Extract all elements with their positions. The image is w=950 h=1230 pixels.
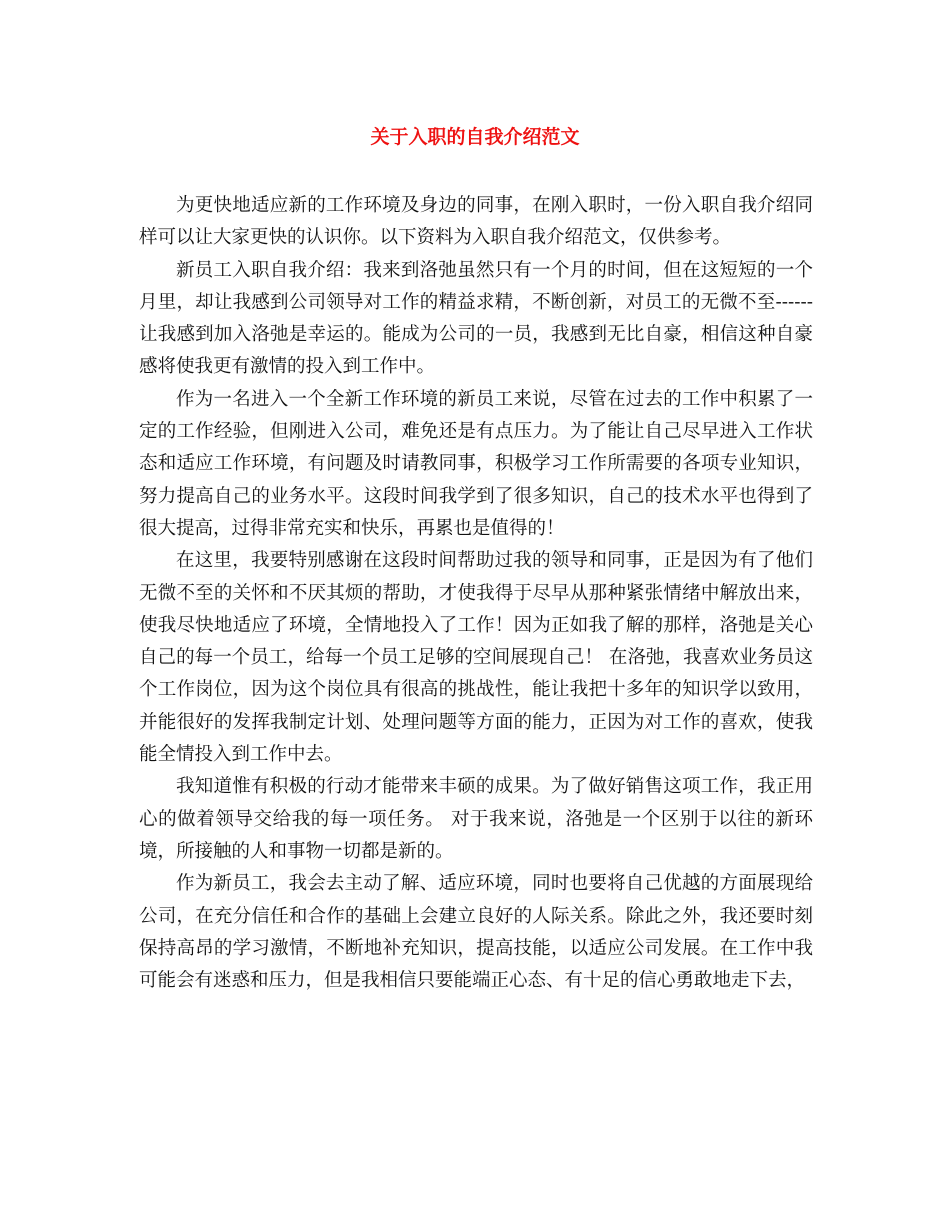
paragraph: 为更快地适应新的工作环境及身边的同事，在刚入职时，一份入职自我介绍同样可以让大家更快的认识你。以下资料为入职自我介绍范文，仅供参考。 — [139, 195, 813, 249]
paragraph: 新员工入职自我介绍：我来到洛弛虽然只有一个月的时间，但在这短短的一个月里，却让我感到公司领导对工作的精益求精，不断创新，对员工的无微不至------让我感到加入洛弛是幸运的。能成为公司的一员，我感到无比自豪，相信这种自豪感将使我更有激情的投入到工作中。 — [139, 259, 813, 378]
paragraph: 在这里，我要特别感谢在这段时间帮助过我的领导和同事，正是因为有了他们无微不至的关怀和不厌其烦的帮助，才使我得于尽早从那种紧张情绪中解放出来，使我尽快地适应了环境，全情地投入了工作！因为正如我了解的那样，洛弛是关心自己的每一个员工，给每一个员工足够的空间展现自己！ 在洛弛，我喜欢业务员这个工作岗位，因为这个岗位具有很高的挑战性，能让我把十多年的知识学以致用，并能很好的发挥我制定计划、处理问题等方面的能力，正因为对工作的喜欢，使我能全情投入到工作中去。 — [139, 550, 813, 766]
paragraph: 作为新员工，我会去主动了解、适应环境，同时也要将自己优越的方面展现给公司，在充分信任和合作的基础上会建立良好的人际关系。除此之外，我还要时刻保持高昂的学习激情，不断地补充知识，提高技能，以适应公司发展。在工作中我可能会有迷惑和压力，但是我相信只要能端正心态、有十足的信心勇敢地走下去， — [139, 873, 813, 992]
document-title: 关于入职的自我介绍范文 — [370, 126, 580, 148]
paragraph: 作为一名进入一个全新工作环境的新员工来说，尽管在过去的工作中积累了一定的工作经验，但刚进入公司，难免还是有点压力。为了能让自己尽早进入工作状态和适应工作环境，有问题及时请教同事，积极学习工作所需要的各项专业知识，努力提高自己的业务水平。这段时间我学到了很多知识，自己的技术水平也得到了很大提高，过得非常充实和快乐，再累也是值得的！ — [139, 388, 813, 539]
document-body — [139, 190, 813, 997]
paragraph: 我知道惟有积极的行动才能带来丰硕的成果。为了做好销售这项工作，我正用心的做着领导交给我的每一项任务。 对于我来说，洛弛是一个区别于以往的新环境，所接触的人和事物一切都是新的。 — [139, 776, 813, 862]
